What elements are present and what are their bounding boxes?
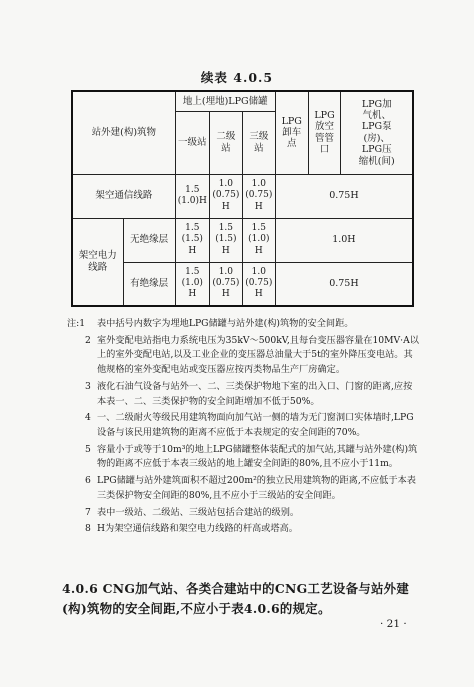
header-grade2: 二级站	[209, 111, 242, 174]
comm-grade1-value: 1.5 (1.0)H	[175, 174, 209, 218]
note-number: 8	[85, 523, 91, 535]
note-number: 6	[85, 475, 91, 487]
header-unload-point: LPG 卸车点	[275, 91, 308, 174]
note-number: 3	[85, 380, 91, 392]
note-text: 一、二级耐火等级民用建筑物面向加气站一侧的墙为无门窗洞口实体墙时,LPG设备与该民用建筑物的距离不应低于本表规定的安全间距的70%。	[97, 412, 414, 439]
header-vent-pipe: LPG 放空 管管 口	[308, 91, 341, 174]
note-text: 容量小于或等于10m³的地上LPG储罐整体装配式的加气站,其罐与站外建(构)筑物的距离不应低于本表三级站的地上罐安全间距的80%,且不应小于11m。	[97, 443, 418, 470]
table-caption: 续表 4.0.5	[200, 70, 274, 85]
note-text: 室外变配电站指电力系统电压为35kV～500kV,且每台变压器容量在10MV·A以上的室外变配电站,以及工业企业的变压器总油量大于5t的室外降压变电站。其他规格的室外变配电站或变压器应按丙类物品生产厂房确定。	[97, 334, 419, 376]
note-number: 7	[85, 506, 91, 518]
insulated-grade1-value: 1.5 (1.0) H	[175, 262, 209, 306]
clause-4-0-6: 4.0.6 CNG加气站、各类合建站中的CNG工艺设备与站外建(构)筑物的安全间距,不应小于表4.0.6的规定。	[62, 581, 410, 617]
comm-grade3-value: 1.0 (0.75) H	[242, 174, 275, 218]
note-item	[79, 411, 419, 440]
note-number: 注:1	[67, 318, 86, 329]
comm-rest-value: 0.75H	[275, 174, 413, 218]
note-number: 4	[85, 412, 91, 424]
note-item	[79, 506, 419, 521]
note-item	[79, 474, 419, 503]
row-label-insulated: 有绝缘层	[123, 262, 175, 306]
note-item	[79, 380, 419, 409]
comm-grade2-value: 1.0 (0.75) H	[209, 174, 242, 218]
row-label-power-line: 架空电力 线路	[72, 218, 123, 306]
note-item	[67, 317, 419, 332]
note-text: 表中一级站、二级站、三级站包括合建站的级别。	[97, 506, 300, 518]
noninsulated-grade3-value: 1.5 (1.0) H	[242, 218, 275, 262]
note-text: H为架空通信线路和架空电力线路的杆高或塔高。	[97, 523, 298, 535]
table-notes	[67, 317, 419, 539]
note-number: 5	[85, 443, 91, 455]
header-tank-group: 地上(埋地)LPG储罐	[175, 91, 275, 111]
note-item	[79, 443, 419, 472]
note-text: LPG储罐与站外建筑面积不超过200m²的独立民用建筑物的距离,不应低于本表三类保护物安全间距的80%,且不应小于三级站的安全间距。	[97, 475, 416, 501]
header-grade3: 三级站	[242, 111, 275, 174]
distance-table	[71, 90, 414, 307]
header-grade1: 一级站	[175, 111, 209, 174]
noninsulated-grade1-value: 1.5 (1.5) H	[175, 218, 209, 262]
note-text: 液化石油气设备与站外一、二、三类保护物地下室的出入口、门窗的距离,应按本表一、二、三类保护物的安全间距增加不低于50%。	[97, 380, 413, 407]
header-equipment: LPG加 气机、 LPG泵 (房)、 LPG压 缩机(间)	[341, 91, 413, 174]
noninsulated-grade2-value: 1.5 (1.5) H	[209, 218, 242, 262]
note-text: 表中括号内数字为埋地LPG储罐与站外建(构)筑物的安全间距。	[97, 318, 354, 329]
header-facility: 站外建(构)筑物	[72, 91, 175, 174]
row-label-comm-line: 架空通信线路	[72, 174, 175, 218]
row-label-noninsulated: 无绝缘层	[123, 218, 175, 262]
insulated-grade2-value: 1.0 (0.75) H	[209, 262, 242, 306]
note-item	[79, 522, 419, 537]
noninsulated-rest-value: 1.0H	[275, 218, 413, 262]
insulated-grade3-value: 1.0 (0.75) H	[242, 262, 275, 306]
note-item	[79, 334, 419, 378]
page-number: · 21 ·	[380, 618, 407, 630]
note-number: 2	[85, 334, 91, 346]
insulated-rest-value: 0.75H	[275, 262, 413, 306]
